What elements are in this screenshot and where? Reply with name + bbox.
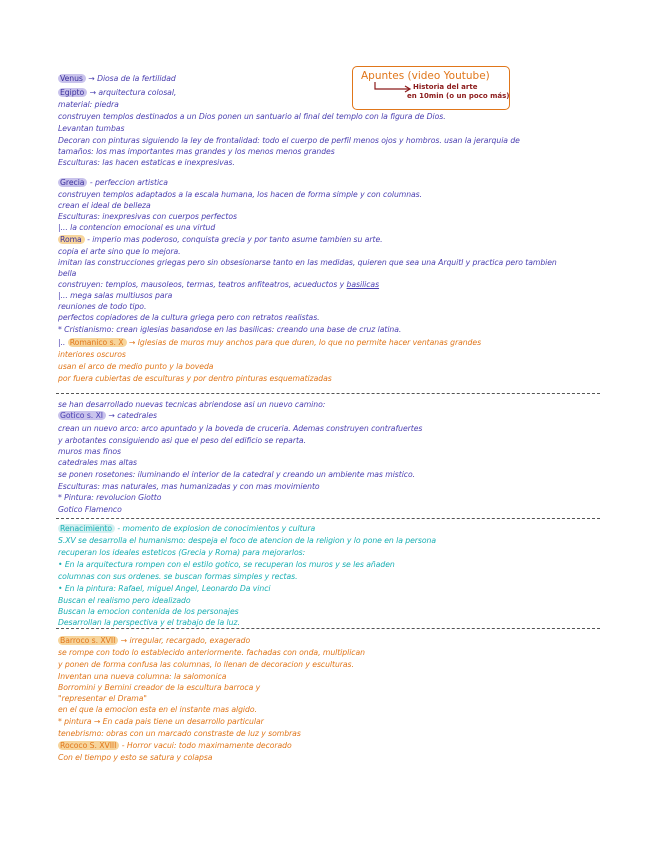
- text-line: Buscan el realismo pero idealizado: [58, 596, 191, 605]
- line-construyen: construyen: templos, mausoleos, termas, teatros anfiteatros, acueductos y basilicas: [58, 280, 380, 289]
- text-line: catedrales mas altas: [58, 458, 137, 467]
- text-line: y arbotantes consiguiendo asi que el peso del edificio se reparta.: [58, 436, 306, 445]
- source-note-box: [352, 66, 510, 110]
- text-line: tamaños: los mas importantes mas grandes y los menos menos grandes: [58, 147, 335, 156]
- tag-venus: Venus: [58, 74, 86, 83]
- text-line: bella: [58, 269, 77, 278]
- text-line: perfectos copiadores de la cultura griega pero con retratos realistas.: [58, 313, 320, 322]
- text-line: se rompe con todo lo establecido anteriormente. fachadas con onda, multiplican: [58, 648, 365, 657]
- text-line: |... la contencion emocional es una virtud: [58, 223, 216, 232]
- text-line: interiores oscuros: [58, 350, 126, 359]
- source-note-line-2: en 10min (o un poco más): [407, 92, 510, 100]
- source-note-title: Apuntes (video Youtube): [361, 70, 490, 82]
- text-line: copia el arte sino que lo mejora.: [58, 247, 181, 256]
- line-roma: Roma - imperio mas poderoso, conquista grecia y por tanto asume tambien su arte.: [60, 235, 383, 244]
- line-gotico: Gotico s. XI → catedrales: [60, 411, 157, 420]
- text-line: Esculturas: las hacen estaticas e inexpresivas.: [58, 158, 235, 167]
- tag-renacimiento: Renacimiento: [58, 524, 115, 533]
- text-line: se ponen rosetones: iluminando el interior de la catedral y creando un ambiente mas mistico.: [58, 470, 416, 479]
- text-line: * Pintura: revolucion Giotto: [58, 493, 162, 502]
- line-barroco: Barroco s. XVII → irregular, recargado, exagerado: [60, 636, 251, 645]
- text-line: Con el tiempo y esto se satura y colapsa: [58, 753, 213, 762]
- text-line: • En la arquitectura rompen con el estilo gotico, se recuperan los muros y se les añaden: [58, 560, 395, 569]
- text-line: • En la pintura: Rafael, miguel Angel, Leonardo Da vinci: [58, 584, 271, 593]
- text-line: Borromini y Bernini creador de la escultura barroca y: [58, 683, 261, 692]
- tag-romanico: Romanico s. X: [68, 338, 127, 347]
- tag-rococo: Rococo S. XVIII: [58, 741, 119, 750]
- text-line: Decoran con pinturas siguiendo la ley de frontalidad: todo el cuerpo de perfil menos ojos y hombros. usan la jerarquia de: [58, 136, 520, 145]
- text-line: crean el ideal de belleza: [58, 201, 151, 210]
- text-line: se han desarrollado nuevas tecnicas abriendose asi un nuevo camino:: [58, 400, 326, 409]
- text-line: Inventan una nueva columna: la salomonica: [58, 672, 227, 681]
- text-line: Esculturas: inexpresivas con cuerpos perfectos: [58, 212, 237, 221]
- tag-barroco: Barroco s. XVII: [58, 636, 118, 645]
- text-line: reuniones de todo tipo.: [58, 302, 147, 311]
- text-line: Buscan la emocion contenida de los personajes: [58, 607, 239, 616]
- text-line: construyen templos destinados a un Dios ponen un santuario al final del templo con la figura de Dios.: [58, 112, 446, 121]
- text-line: * pintura → En cada pais tiene un desarrollo particular: [58, 717, 264, 726]
- text-line: muros mas finos: [58, 447, 121, 456]
- text-line: crean un nuevo arco: arco apuntado y la boveda de cruceria. Ademas construyen contrafuertes: [58, 424, 423, 433]
- text-line: "representar el Drama": [58, 694, 147, 703]
- text-line: Esculturas: mas naturales, mas humanizadas y con mas movimiento: [58, 482, 320, 491]
- text-line: en el que la emocion esta en el instante mas algido.: [58, 705, 257, 714]
- tag-grecia: Grecia: [58, 178, 87, 187]
- text-line: material: piedra: [58, 100, 119, 109]
- text-line: Gotico Flamenco: [58, 505, 122, 514]
- text-line: |... mega salas multiusos para: [58, 291, 173, 300]
- text-line: construyen templos adaptados a la escala humana, los hacen de forma simple y con columnas.: [58, 190, 423, 199]
- tag-gotico: Gotico s. XI: [58, 411, 106, 420]
- section-divider: [56, 628, 600, 629]
- section-divider: [56, 393, 600, 394]
- line-rococo: Rococo S. XVIII - Horror vacui: todo maximamente decorado: [60, 741, 292, 750]
- tag-egipto: Egipto: [58, 88, 87, 97]
- line-venus: Venus → Diosa de la fertilidad: [60, 74, 176, 83]
- basilicas-underlined: basilicas: [346, 280, 380, 289]
- text-line: recuperan los ideales esteticos (Grecia y Roma) para mejorarlos:: [58, 548, 306, 557]
- line-romanico: |.. Romanico s. X → Iglesias de muros muy anchos para que duren, lo que no permite hacer ventanas grandes: [58, 338, 482, 347]
- text-line: * Cristianismo: crean iglesias basandose en las basilicas: creando una base de cruz latina.: [58, 325, 402, 334]
- line-egipto: Egipto → arquitectura colosal,: [60, 88, 177, 97]
- text-line: usan el arco de medio punto y la boveda: [58, 362, 214, 371]
- line-grecia: Grecia - perfeccion artistica: [60, 178, 168, 187]
- text-line: Levantan tumbas: [58, 124, 125, 133]
- text-line: por fuera cubiertas de esculturas y por dentro pinturas esquematizadas: [58, 374, 332, 383]
- source-note-subtitle: [407, 83, 510, 101]
- source-note-line-1: Historia del arte: [413, 83, 478, 91]
- text-line: imitan las construcciones griegas pero sin obsesionarse tanto en las medidas, quieren que sea una Arquitl y practica pero tambien: [58, 258, 557, 267]
- text-line: S.XV se desarrolla el humanismo: despeja el foco de atencion de la religion y lo pone en la persona: [58, 536, 436, 545]
- text-line: columnas con sus ordenes. se buscan formas simples y rectas.: [58, 572, 298, 581]
- text-line: y ponen de forma confusa las columnas, lo llenan de decoracion y esculturas.: [58, 660, 354, 669]
- tag-roma: Roma: [58, 235, 85, 244]
- text-line: tenebrismo: obras con un marcado constraste de luz y sombras: [58, 729, 301, 738]
- text-line: Desarrollan la perspectiva y el trabajo de la luz.: [58, 618, 240, 627]
- line-renacimiento: Renacimiento - momento de explosion de conocimientos y cultura: [60, 524, 316, 533]
- section-divider: [56, 518, 600, 519]
